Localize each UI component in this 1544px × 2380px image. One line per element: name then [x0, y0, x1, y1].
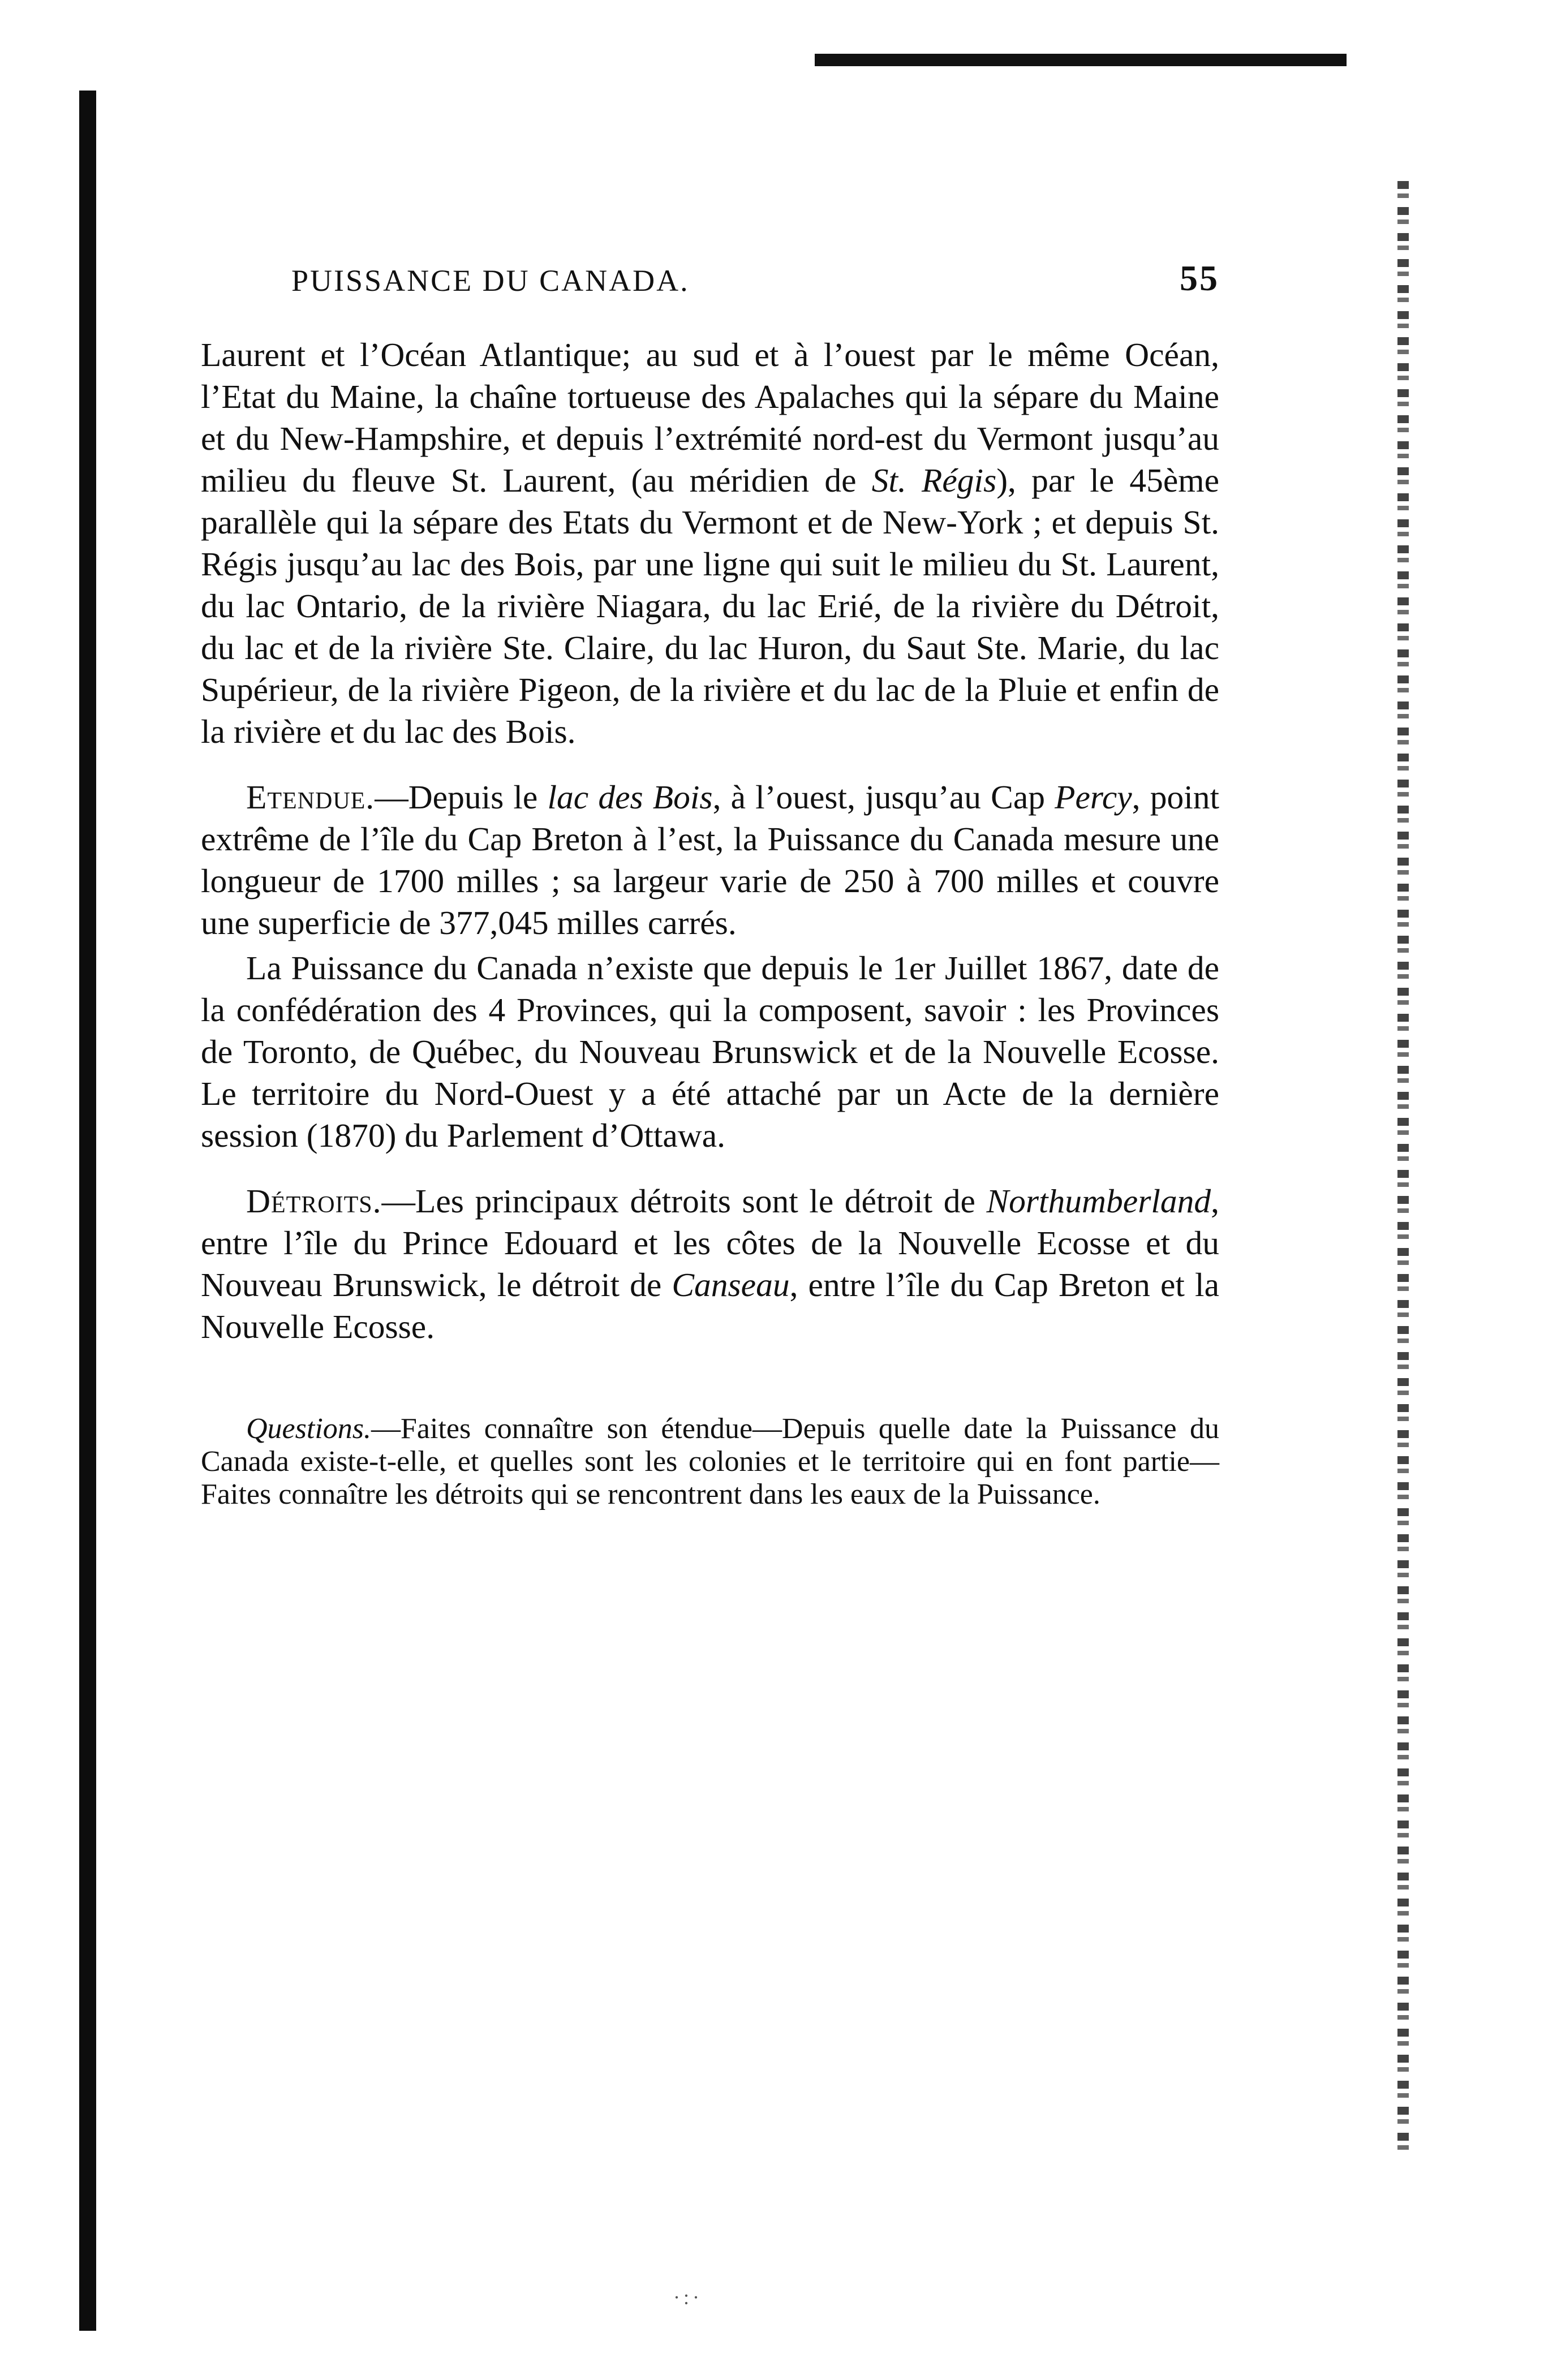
page-edge — [1397, 181, 1409, 2150]
paragraph-extent — [201, 776, 1219, 944]
questions-block — [201, 1413, 1219, 1511]
binding-edge — [79, 91, 96, 2331]
text-run: , entre l’île du Cap Breton et la Nouvelle Ecosse. — [201, 1266, 1219, 1345]
italic-term: lac des Bois — [547, 778, 713, 816]
italic-term: Canseau — [672, 1266, 790, 1303]
italic-term: Northumberland — [986, 1182, 1211, 1220]
page-content — [201, 257, 1219, 1540]
print-speck: ·:· — [673, 2286, 703, 2309]
text-run: , à l’ouest, jusqu’au Cap — [712, 778, 1055, 816]
questions-label: Questions. — [246, 1413, 371, 1445]
paragraph-straits — [201, 1180, 1219, 1348]
text-run: Laurent et l’Océan Atlantique; au sud et à l’ouest par le même Océan, l’Etat du Maine, la chaîne tortueuse des Apalaches qui la sépare du Maine et du New-Hampshire, et depuis l’extrémité nord-est du Vermont jusqu’au milieu du fleuve St. Laurent, (au méridien de — [201, 336, 1219, 499]
questions-text: —Faites connaître son étendue—Depuis quelle date la Puissance du Canada existe-t-elle, et quelles sont les colonies et le territoire qui en font partie—Faites connaître les détroits qui se rencontrent dans les eaux de la Puissance. — [201, 1413, 1219, 1510]
paragraph-history: La Puissance du Canada n’existe que depuis le 1er Juillet 1867, date de la confédération des 4 Provinces, qui la composent, savoir : les Provinces de Toronto, de Québec, du Nouveau Brunswick et de la Nouvelle Ecosse. Le territoire du Nord-Ouest y a été attaché par un Acte de la dernière session (1870) du Parlement d’Ottawa. — [201, 949, 1219, 1154]
italic-term: Percy — [1055, 778, 1132, 816]
top-rule — [815, 54, 1347, 66]
page-header — [201, 257, 1219, 303]
text-run: , point extrême de l’île du Cap Breton à l’est, la Puissance du Canada mesure une longueur de 1700 milles ; sa largeur varie de 250 à 700 milles et couvre une superficie de 377,045 milles carrés. — [201, 778, 1220, 941]
running-head: PUISSANCE DU CANADA. — [291, 264, 690, 298]
text-run: —Depuis le — [375, 778, 548, 816]
italic-term: St. Régis — [871, 462, 997, 499]
paragraph-boundaries — [201, 334, 1219, 752]
section-lead-extent: Etendue. — [246, 778, 375, 816]
section-lead-straits: Détroits. — [246, 1182, 382, 1220]
text-run: , entre l’île du Prince Edouard et les côtes de la Nouvelle Ecosse et du Nouveau Brunswick, le détroit de — [201, 1182, 1219, 1303]
text-run: —Les principaux détroits sont le détroit de — [381, 1182, 987, 1220]
text-run: ), par le 45ème parallèle qui la sépare des Etats du Vermont et de New-York ; et depuis St. Régis jusqu’au lac des Bois, par une ligne qui suit le milieu du St. Laurent, du lac Ontario, de la rivière Niagara, du lac Erié, de la rivière du Détroit, du lac et de la rivière Ste. Claire, du lac Huron, du Saut Ste. Marie, du lac Supérieur, de la rivière Pigeon, de la rivière et du lac de la Pluie et enfin de la rivière et du lac des Bois. — [201, 462, 1219, 750]
page-number: 55 — [1180, 258, 1219, 298]
